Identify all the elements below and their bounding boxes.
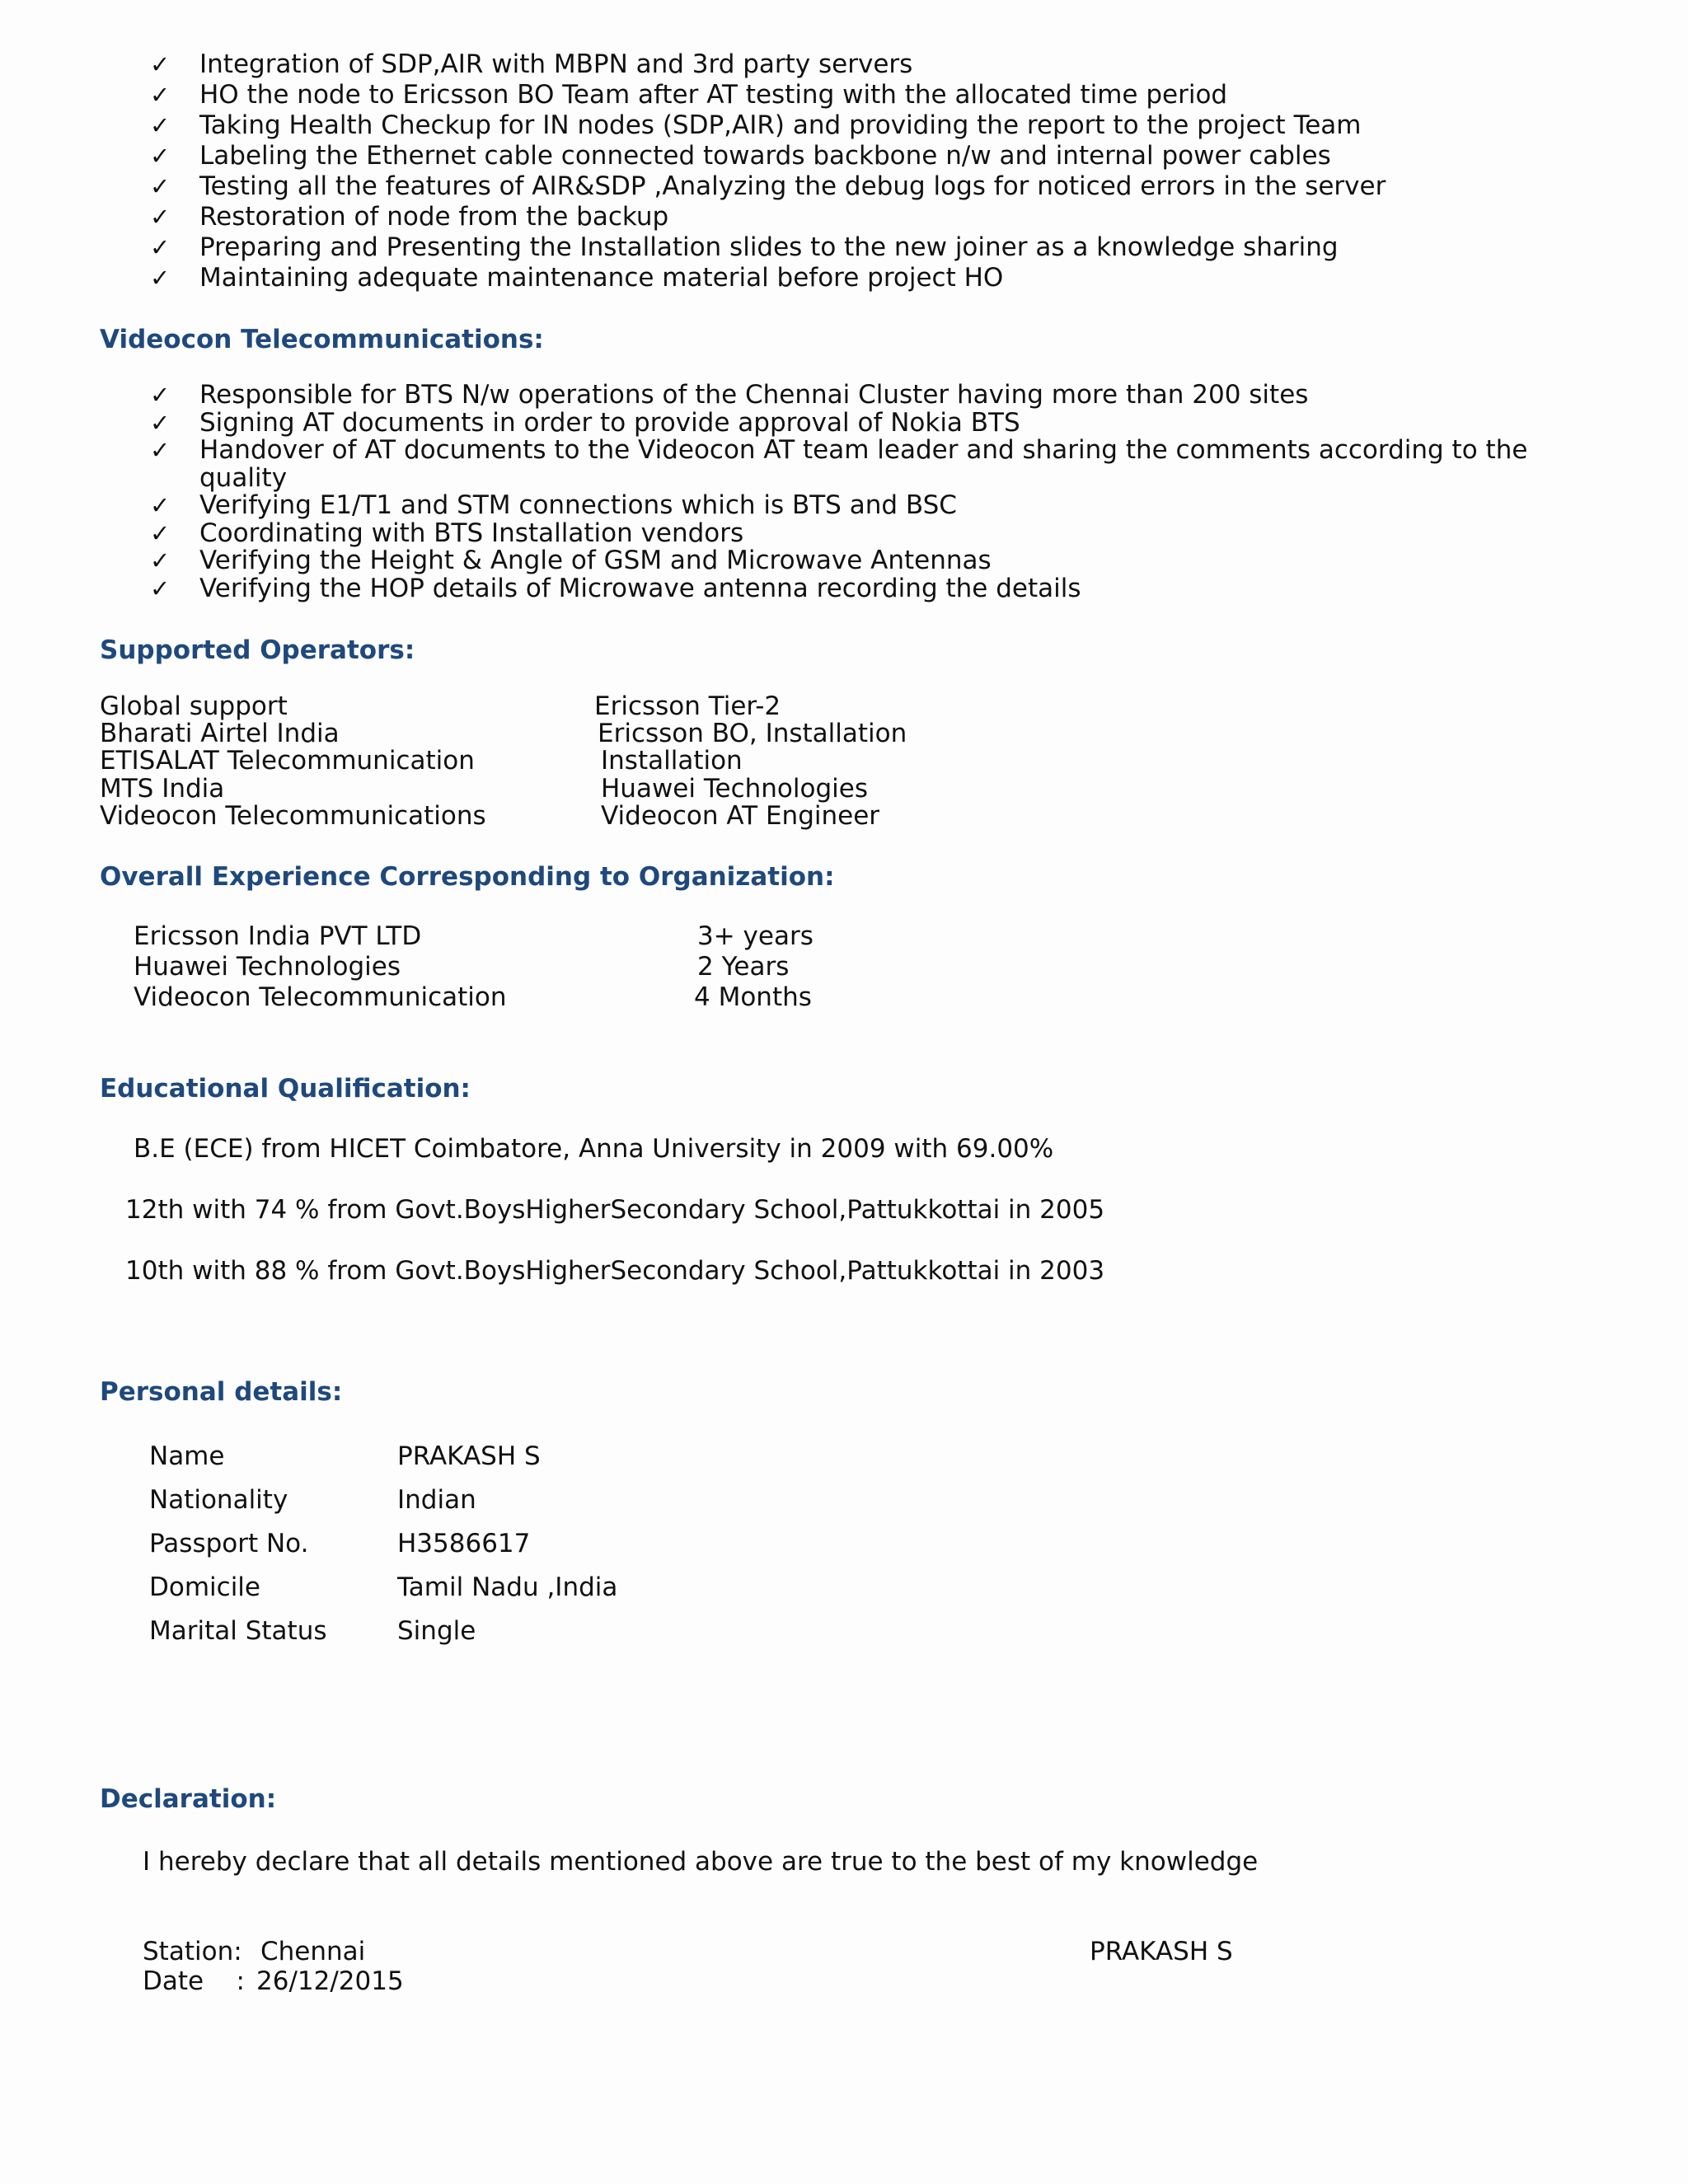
checkmark-icon: ✓ — [150, 574, 171, 602]
checkmark-icon: ✓ — [150, 408, 171, 437]
supported-operators-heading: Supported Operators: — [100, 635, 415, 665]
personal-value: Tamil Nadu ,India — [397, 1572, 618, 1602]
personal-label: Name — [149, 1441, 225, 1471]
checkmark-icon: ✓ — [150, 491, 171, 519]
list-item: ✓ Testing all the features of AIR&SDP ,Analyzing the debug logs for noticed errors in the server — [150, 171, 1386, 201]
date-value: 26/12/2015 — [256, 1966, 404, 1996]
checkmark-icon: ✓ — [150, 264, 171, 292]
list-item: ✓ Verifying the Height & Angle of GSM and Microwave Antennas — [150, 546, 992, 575]
responsibilities-list — [150, 49, 1386, 293]
operator-name: MTS India — [100, 774, 225, 804]
experience-duration: 3+ years — [697, 921, 814, 951]
signature-name: PRAKASH S — [1090, 1937, 1233, 1966]
list-item: ✓ Handover of AT documents to the Videocon AT team leader and sharing the comments according to the quality — [150, 435, 1528, 493]
checkmark-icon: ✓ — [150, 111, 171, 139]
list-item: ✓ Signing AT documents in order to provide approval of Nokia BTS — [150, 407, 1020, 438]
education-item: 10th with 88 % from Govt.BoysHigherSecondary School,Pattukkottai in 2003 — [125, 1256, 1105, 1286]
personal-label: Passport No. — [149, 1529, 309, 1558]
checkmark-icon: ✓ — [150, 233, 171, 261]
operator-role: Ericsson BO, Installation — [598, 719, 907, 748]
operator-role: Ericsson Tier-2 — [594, 691, 781, 721]
declaration-text: I hereby declare that all details mentioned above are true to the best of my knowledge — [143, 1847, 1259, 1877]
personal-label: Marital Status — [149, 1616, 327, 1646]
station-label: Station: — [143, 1937, 242, 1966]
list-item: ✓ Labeling the Ethernet cable connected towards backbone n/w and internal power cables — [150, 141, 1331, 171]
date-label: Date : — [143, 1966, 245, 1996]
list-item: ✓ Coordinating with BTS Installation vendors — [150, 518, 744, 548]
operator-role: Installation — [601, 746, 743, 776]
operator-role: Videocon AT Engineer — [601, 801, 880, 831]
experience-org: Videocon Telecommunication — [134, 982, 507, 1012]
personal-value: Indian — [397, 1485, 476, 1515]
experience-heading: Overall Experience Corresponding to Organization: — [100, 862, 835, 892]
checkmark-icon: ✓ — [150, 381, 171, 409]
list-item: ✓ Restoration of node from the backup — [150, 202, 669, 232]
list-item: ✓ Verifying E1/T1 and STM connections which is BTS and BSC — [150, 490, 957, 520]
education-item: 12th with 74 % from Govt.BoysHigherSecondary School,Pattukkottai in 2005 — [125, 1195, 1105, 1225]
checkmark-icon: ✓ — [150, 50, 171, 78]
declaration-heading: Declaration: — [100, 1784, 277, 1814]
education-item: B.E (ECE) from HICET Coimbatore, Anna University in 2009 with 69.00% — [134, 1134, 1054, 1164]
videocon-heading: Videocon Telecommunications: — [100, 325, 544, 354]
operator-name: Global support — [100, 691, 288, 721]
checkmark-icon: ✓ — [150, 518, 171, 547]
operator-name: Videocon Telecommunications — [100, 801, 486, 831]
experience-duration: 4 Months — [694, 982, 812, 1012]
checkmark-icon: ✓ — [150, 142, 171, 170]
experience-org: Huawei Technologies — [134, 952, 401, 982]
personal-details-heading: Personal details: — [100, 1377, 343, 1407]
education-heading: Educational Qualification: — [100, 1074, 471, 1104]
experience-org: Ericsson India PVT LTD — [134, 921, 422, 951]
list-item: ✓ Responsible for BTS N/w operations of the Chennai Cluster having more than 200 sites — [150, 380, 1309, 410]
personal-label: Nationality — [149, 1485, 288, 1515]
checkmark-icon: ✓ — [150, 546, 171, 574]
checkmark-icon: ✓ — [150, 172, 171, 200]
checkmark-icon: ✓ — [150, 436, 171, 464]
personal-label: Domicile — [149, 1572, 260, 1602]
personal-value: Single — [397, 1616, 476, 1646]
list-item: ✓ HO the node to Ericsson BO Team after AT testing with the allocated time period — [150, 80, 1228, 110]
videocon-list — [150, 382, 1584, 602]
list-item: ✓ Taking Health Checkup for IN nodes (SDP,AIR) and providing the report to the project Team — [150, 110, 1362, 140]
operator-name: ETISALAT Telecommunication — [100, 746, 475, 776]
checkmark-icon: ✓ — [150, 81, 171, 109]
list-item: ✓ Preparing and Presenting the Installation slides to the new joiner as a knowledge sharing — [150, 232, 1339, 262]
operator-name: Bharati Airtel India — [100, 719, 340, 748]
checkmark-icon: ✓ — [150, 203, 171, 231]
station-value: Chennai — [260, 1937, 366, 1966]
list-item: ✓ Maintaining adequate maintenance material before project HO — [150, 263, 1004, 293]
operator-role: Huawei Technologies — [601, 774, 868, 804]
list-item: ✓ Integration of SDP,AIR with MBPN and 3rd party servers — [150, 49, 913, 79]
personal-value: PRAKASH S — [397, 1441, 541, 1471]
experience-duration: 2 Years — [697, 952, 790, 982]
personal-value: H3586617 — [397, 1529, 531, 1558]
list-item: ✓ Verifying the HOP details of Microwave antenna recording the details — [150, 573, 1081, 603]
